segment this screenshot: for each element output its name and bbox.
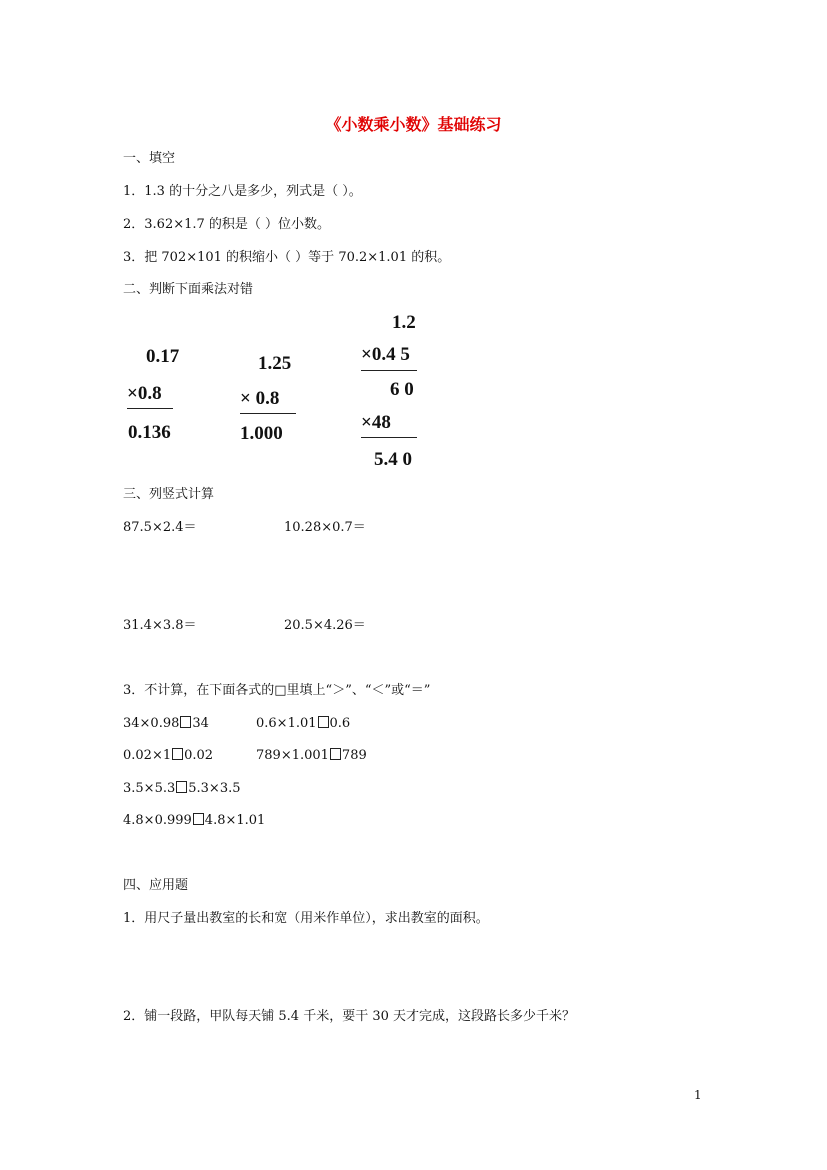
vertical-problem-2: 10.28×0.7＝ [284,520,366,535]
calc-2-result: 1.000 [240,423,283,444]
apply-item-2: 2．铺一段路，甲队每天铺 5.4 千米，要干 30 天才完成，这段路长多少千米？ [123,1009,576,1024]
answer-box[interactable] [176,781,187,793]
answer-box[interactable] [330,748,341,760]
page-number: 1 [694,1088,702,1102]
calc-3-multiplier: ×0.4 5 [361,344,410,365]
vertical-problem-4: 20.5×4.26＝ [284,618,366,633]
calc-2-rule [240,413,296,414]
calc-1-top: 0.17 [146,346,180,367]
page-title: 《小数乘小数》基础练习 [325,115,502,134]
compare-right: 0.6 [329,716,351,731]
answer-box[interactable] [172,748,183,760]
fill-item-2: 2．3.62×1.7 的积是（ ）位小数。 [123,217,331,232]
compare-item-2 [256,716,350,732]
calc-3-rule-1 [361,370,417,371]
compare-item-4 [256,748,367,764]
compare-left: 0.02×1 [123,748,172,763]
compare-item-3 [123,748,213,764]
calc-3-partial: 6 0 [390,379,414,400]
calc-1-multiplier: ×0.8 [127,383,162,404]
calc-2-multiplier: × 0.8 [240,388,280,409]
fill-item-1: 1．1.3 的十分之八是多少，列式是（ ）。 [123,184,362,199]
section-fill-heading: 一、填空 [123,151,176,166]
compare-left: 789×1.001 [256,748,329,763]
answer-box[interactable] [193,813,204,825]
vertical-problem-1: 87.5×2.4＝ [123,520,197,535]
calc-2-top: 1.25 [258,353,292,374]
calc-3-top: 1.2 [392,312,416,333]
calc-3-rule-2 [361,437,417,438]
compare-item-1 [123,716,209,732]
compare-right: 789 [341,748,367,763]
compare-right: 34 [192,716,209,731]
compare-left: 34×0.98 [123,716,180,731]
answer-box[interactable] [180,716,191,728]
calc-3-multiplier-2: ×48 [361,412,391,433]
section-judge-heading: 二、判断下面乘法对错 [123,282,254,297]
fill-item-3: 3．把 702×101 的积缩小（ ）等于 70.2×1.01 的积。 [123,250,451,265]
calc-3-result: 5.4 0 [374,449,412,470]
compare-left: 4.8×0.999 [123,813,192,828]
section-vertical-heading: 三、列竖式计算 [123,487,215,502]
compare-left: 0.6×1.01 [256,716,317,731]
compare-left: 3.5×5.3 [123,781,176,796]
compare-right: 0.02 [184,748,214,763]
compare-item-6 [123,813,265,829]
calc-1-result: 0.136 [128,422,171,443]
answer-box[interactable] [318,716,329,728]
compare-heading: 3．不计算，在下面各式的□里填上“＞”、“＜”或“＝” [123,683,431,698]
section-apply-heading: 四、应用题 [123,878,189,893]
compare-right: 5.3×3.5 [188,781,241,796]
calc-1-rule [127,408,173,409]
compare-right: 4.8×1.01 [204,813,266,828]
compare-item-5 [123,781,241,797]
vertical-problem-3: 31.4×3.8＝ [123,618,197,633]
apply-item-1: 1．用尺子量出教室的长和宽（用米作单位），求出教室的面积。 [123,911,489,926]
